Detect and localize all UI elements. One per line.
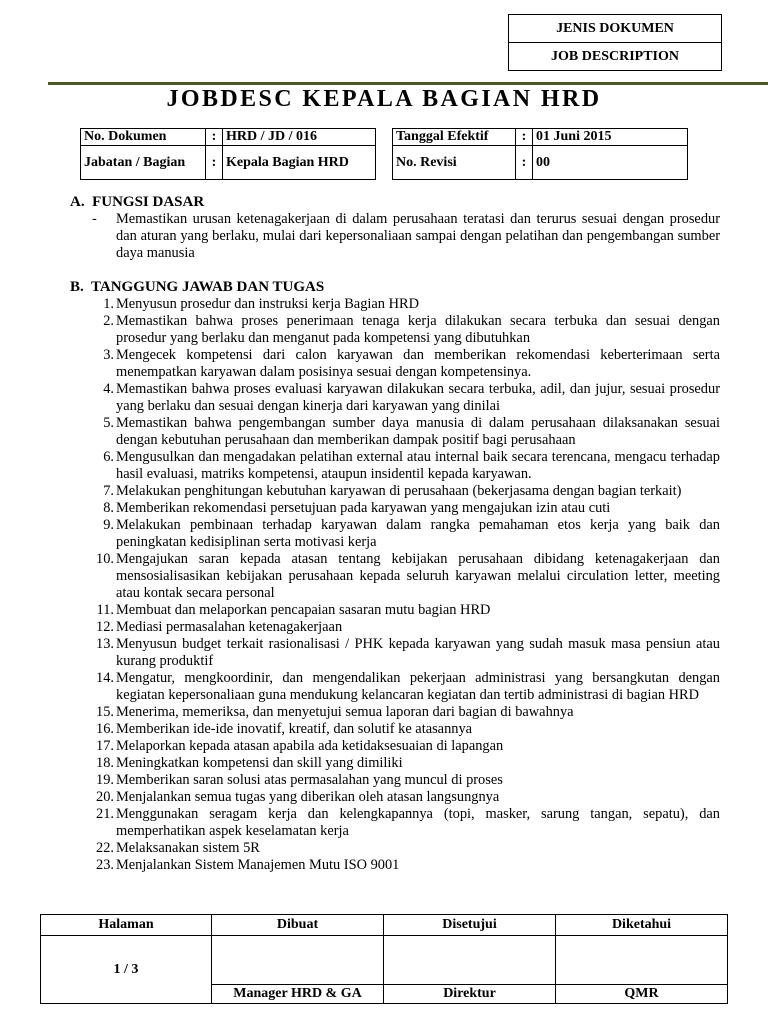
list-item-text: Memastikan bahwa proses penerimaan tenaga kerja dilakukan secara terbuka dan sesuai dengan prosedur yang berlaku dan menganut pada kompetensi yang dibutuhkan bbox=[116, 313, 720, 346]
list-item-text: Memberikan rekomendasi persetujuan pada karyawan yang mengajukan izin atau cuti bbox=[116, 500, 611, 516]
list-item-text: Mediasi permasalahan ketenagakerjaan bbox=[116, 619, 343, 635]
list-item-text: Memastikan bahwa proses evaluasi karyawan dilakukan secara terbuka, adil, dan jujur, sesuai prosedur yang berlaku dan sesuai dengan kinerja dari karyawan yang dinilai bbox=[116, 381, 720, 414]
list-item-number: 11. bbox=[96, 602, 114, 618]
list-item bbox=[84, 500, 720, 517]
fungsi-dasar-text: Memastikan urusan ketenagakerjaan di dalam perusahaan teratasi dan terurus sesuai dengan prosedur dan aturan yang berlaku, mulai dari kepersonaliaan sampai dengan pelatihan dan pengembangan sumber daya manusia bbox=[116, 211, 720, 261]
document-type-box bbox=[508, 14, 722, 71]
list-item-number: 21. bbox=[96, 806, 114, 822]
section-a-heading: A. FUNGSI DASAR bbox=[70, 194, 205, 210]
tanggal-efektif-value: 01 Juni 2015 bbox=[533, 129, 688, 146]
page-number: 1 / 3 bbox=[41, 936, 212, 1004]
list-item-text: Melakukan pembinaan terhadap karyawan dalam rangka pemahaman etos kerja yang baik dan peningkatan kedisiplinan serta motivasi kerja bbox=[116, 517, 720, 550]
list-item-number: 17. bbox=[96, 738, 114, 754]
document-type-value: JOB DESCRIPTION bbox=[509, 42, 721, 70]
list-item bbox=[84, 840, 720, 857]
no-revisi-label: No. Revisi bbox=[393, 146, 516, 180]
list-item bbox=[84, 806, 720, 840]
list-item bbox=[84, 551, 720, 602]
list-item-text: Membuat dan melaporkan pencapaian sasaran mutu bagian HRD bbox=[116, 602, 491, 618]
colon: : bbox=[516, 146, 533, 180]
header-diketahui: Diketahui bbox=[556, 915, 728, 936]
list-item bbox=[84, 619, 720, 636]
list-item-text: Menyusun budget terkait rasionalisasi / PHK kepada karyawan yang sudah masuk masa pensiun atau kurang produktif bbox=[116, 636, 720, 669]
list-item-number: 9. bbox=[103, 517, 114, 533]
list-item-number: 3. bbox=[103, 347, 114, 363]
list-item-text: Melaporkan kepada atasan apabila ada ketidaksesuaian di lapangan bbox=[116, 738, 504, 754]
no-dokumen-label: No. Dokumen bbox=[81, 129, 206, 146]
list-item bbox=[84, 347, 720, 381]
list-item-number: 22. bbox=[96, 840, 114, 856]
list-item bbox=[84, 483, 720, 500]
list-item-text: Memberikan saran solusi atas permasalahan yang muncul di proses bbox=[116, 772, 503, 788]
list-item-number: 20. bbox=[96, 789, 114, 805]
list-item-number: 6. bbox=[103, 449, 114, 465]
list-item-text: Menggunakan seragam kerja dan kelengkapannya (topi, masker, sarung tangan, sepatu), dan memperhatikan aspek keselamatan kerja bbox=[116, 806, 720, 839]
list-item bbox=[84, 721, 720, 738]
list-item bbox=[84, 738, 720, 755]
list-item-number: 12. bbox=[96, 619, 114, 635]
list-item bbox=[84, 772, 720, 789]
list-item bbox=[84, 313, 720, 347]
list-item-text: Menjalankan semua tugas yang diberikan oleh atasan langsungnya bbox=[116, 789, 500, 805]
list-item-number: 15. bbox=[96, 704, 114, 720]
jabatan-label: Jabatan / Bagian bbox=[81, 146, 206, 180]
bullet-dash: - bbox=[92, 211, 97, 227]
colon: : bbox=[206, 129, 223, 146]
signature-space-diketahui bbox=[556, 936, 728, 985]
list-item bbox=[84, 704, 720, 721]
list-item-text: Menyusun prosedur dan instruksi kerja Bagian HRD bbox=[116, 296, 419, 312]
list-item bbox=[84, 296, 720, 313]
list-item-number: 5. bbox=[103, 415, 114, 431]
list-item-text: Mengajukan saran kepada atasan tentang kebijakan perusahaan dibidang ketenagakerjaan dan mensosialisasikan kebijakan perusahaan kepada seluruh karyawan melalui circulation letter, meeting atau kontak secara personal bbox=[116, 551, 720, 601]
list-item-number: 23. bbox=[96, 857, 114, 873]
no-dokumen-value: HRD / JD / 016 bbox=[223, 129, 376, 146]
list-item-number: 19. bbox=[96, 772, 114, 788]
info-table-right bbox=[392, 128, 688, 180]
signature-table bbox=[40, 914, 728, 1004]
section-b-heading: B. TANGGUNG JAWAB DAN TUGAS bbox=[70, 279, 325, 295]
list-item-text: Memberikan ide-ide inovatif, kreatif, dan solutif ke atasannya bbox=[116, 721, 473, 737]
list-item-number: 8. bbox=[103, 500, 114, 516]
list-item-number: 16. bbox=[96, 721, 114, 737]
no-revisi-value: 00 bbox=[533, 146, 688, 180]
header-dibuat: Dibuat bbox=[212, 915, 384, 936]
task-list bbox=[84, 296, 720, 874]
list-item-text: Mengatur, mengkoordinir, dan mengendalikan pekerjaan administrasi yang bersangkutan dengan kegiatan kepersonaliaan guna mendukung kelancaran kegiatan dan tertib administrasi di bagian HRD bbox=[116, 670, 720, 703]
list-item-text: Meningkatkan kompetensi dan skill yang dimiliki bbox=[116, 755, 403, 771]
list-item-text: Mengusulkan dan mengadakan pelatihan external atau internal baik secara terencana, mengacu terhadap hasil evaluasi, matriks kompetensi, ataupun insidentil kepada karyawan. bbox=[116, 449, 720, 482]
list-item bbox=[84, 602, 720, 619]
signature-space-disetujui bbox=[384, 936, 556, 985]
info-table-left bbox=[80, 128, 376, 180]
list-item-number: 2. bbox=[103, 313, 114, 329]
role-diketahui: QMR bbox=[556, 985, 728, 1004]
list-item-text: Memastikan bahwa pengembangan sumber daya manusia di dalam perusahaan dilaksanakan sesuai dengan kebutuhan perusahaan dan memberikan dampak positif bagi perusahaan bbox=[116, 415, 720, 448]
signature-space-dibuat bbox=[212, 936, 384, 985]
document-type-label: JENIS DOKUMEN bbox=[556, 21, 674, 36]
header-rule bbox=[48, 82, 768, 85]
list-item-number: 1. bbox=[103, 296, 114, 312]
list-item bbox=[84, 449, 720, 483]
page-title: JOBDESC KEPALA BAGIAN HRD bbox=[166, 86, 602, 112]
list-item bbox=[84, 636, 720, 670]
header-disetujui: Disetujui bbox=[384, 915, 556, 936]
list-item-number: 10. bbox=[96, 551, 114, 567]
list-item bbox=[84, 415, 720, 449]
jabatan-value: Kepala Bagian HRD bbox=[223, 146, 376, 180]
list-item-text: Menjalankan Sistem Manajemen Mutu ISO 9001 bbox=[116, 857, 400, 873]
tanggal-efektif-label: Tanggal Efektif bbox=[393, 129, 516, 146]
role-dibuat: Manager HRD & GA bbox=[212, 985, 384, 1004]
list-item bbox=[84, 381, 720, 415]
list-item-number: 7. bbox=[103, 483, 114, 499]
list-item-text: Melakukan penghitungan kebutuhan karyawan di perusahaan (bekerjasama dengan bagian terkait) bbox=[116, 483, 682, 499]
list-item-number: 4. bbox=[103, 381, 114, 397]
list-item bbox=[84, 670, 720, 704]
list-item bbox=[84, 755, 720, 772]
list-item bbox=[84, 857, 720, 874]
list-item-text: Melaksanakan sistem 5R bbox=[116, 840, 260, 856]
list-item-text: Mengecek kompetensi dari calon karyawan dan memberikan rekomendasi keberterimaan serta menempatkan karyawan dalam posisinya sesuai dengan kompetensinya. bbox=[116, 347, 720, 380]
colon: : bbox=[516, 129, 533, 146]
list-item-text: Menerima, memeriksa, dan menyetujui semua laporan dari bagian di bawahnya bbox=[116, 704, 574, 720]
list-item-number: 13. bbox=[96, 636, 114, 652]
colon: : bbox=[206, 146, 223, 180]
list-item-number: 18. bbox=[96, 755, 114, 771]
role-disetujui: Direktur bbox=[384, 985, 556, 1004]
list-item-number: 14. bbox=[96, 670, 114, 686]
header-halaman: Halaman bbox=[41, 915, 212, 936]
list-item bbox=[84, 789, 720, 806]
list-item bbox=[84, 517, 720, 551]
